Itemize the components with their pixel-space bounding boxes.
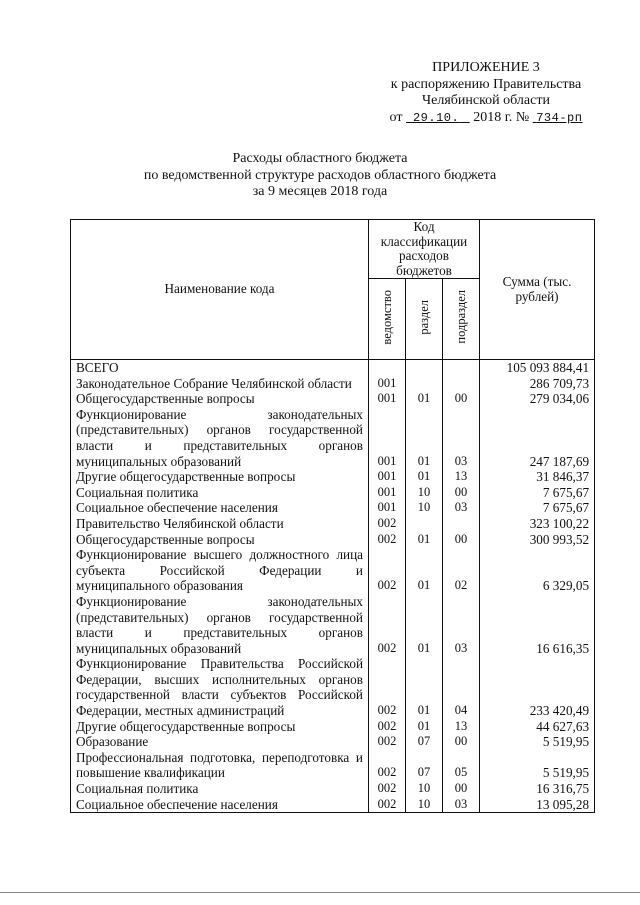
table-row bbox=[71, 656, 595, 718]
title-line-1: Расходы областного бюджета bbox=[232, 151, 408, 166]
row-podrazdel: 05 bbox=[443, 750, 480, 781]
row-vedomstvo: 002 bbox=[369, 797, 406, 813]
year-text: 2018 г. № bbox=[473, 109, 530, 125]
row-razdel: 01 bbox=[406, 469, 443, 485]
row-name: Функционирование Правительства Российской Федерации, высших исполнительных органов государственной власти субъектов Российской Федерации, местных администраций bbox=[71, 656, 369, 718]
row-razdel: 01 bbox=[406, 547, 443, 594]
row-vedomstvo: 002 bbox=[369, 719, 406, 735]
appendix-region: Челябинской области bbox=[422, 93, 550, 108]
date-value: 29.10. bbox=[412, 110, 460, 125]
header-code-group: Код классификации расходов бюджетов bbox=[369, 220, 480, 279]
row-razdel: 01 bbox=[406, 407, 443, 469]
table-row bbox=[71, 469, 595, 485]
row-name: Законодательное Собрание Челябинской области bbox=[71, 376, 369, 392]
row-sum: 6 329,05 bbox=[480, 547, 595, 594]
table-row bbox=[71, 516, 595, 532]
row-podrazdel bbox=[443, 360, 480, 376]
title-line-3: за 9 месяцев 2018 года bbox=[252, 184, 388, 199]
row-razdel: 01 bbox=[406, 719, 443, 735]
row-podrazdel: 00 bbox=[443, 532, 480, 548]
row-vedomstvo: 002 bbox=[369, 781, 406, 797]
table-row bbox=[71, 500, 595, 516]
row-name: Профессиональная подготовка, переподготовка и повышение квалификации bbox=[71, 750, 369, 781]
row-name: Общегосударственные вопросы bbox=[71, 532, 369, 548]
row-name: Социальная политика bbox=[71, 781, 369, 797]
row-sum: 7 675,67 bbox=[480, 500, 595, 516]
row-vedomstvo: 001 bbox=[369, 469, 406, 485]
row-podrazdel: 04 bbox=[443, 656, 480, 718]
row-podrazdel: 03 bbox=[443, 500, 480, 516]
table-body bbox=[71, 360, 595, 813]
table-header bbox=[71, 220, 595, 360]
row-podrazdel bbox=[443, 376, 480, 392]
table-row bbox=[71, 750, 595, 781]
row-sum: 300 993,52 bbox=[480, 532, 595, 548]
appendix-date-line bbox=[381, 110, 591, 127]
row-razdel: 01 bbox=[406, 532, 443, 548]
row-sum: 31 846,37 bbox=[480, 469, 595, 485]
row-name: Социальная политика bbox=[71, 485, 369, 501]
row-podrazdel: 03 bbox=[443, 594, 480, 656]
table-row bbox=[71, 360, 595, 376]
header-sum: Сумма (тыс. рублей) bbox=[480, 220, 595, 360]
table-row bbox=[71, 797, 595, 813]
row-name: Функционирование законодательных (представительных) органов государственной власти и представительных органов муниципальных образований bbox=[71, 594, 369, 656]
table-row bbox=[71, 547, 595, 594]
row-razdel: 07 bbox=[406, 734, 443, 750]
table-row bbox=[71, 376, 595, 392]
appendix-ref: к распоряжению Правительства bbox=[390, 76, 582, 92]
row-razdel: 10 bbox=[406, 500, 443, 516]
row-razdel: 10 bbox=[406, 797, 443, 813]
row-sum: 286 709,73 bbox=[480, 376, 595, 392]
row-podrazdel: 03 bbox=[443, 797, 480, 813]
row-sum: 5 519,95 bbox=[480, 734, 595, 750]
row-podrazdel: 02 bbox=[443, 547, 480, 594]
document-number: 734-рп bbox=[536, 110, 583, 125]
row-razdel: 10 bbox=[406, 485, 443, 501]
header-vedomstvo: ведомство bbox=[369, 279, 406, 360]
table-row bbox=[71, 594, 595, 656]
row-vedomstvo: 001 bbox=[369, 391, 406, 407]
row-vedomstvo: 002 bbox=[369, 516, 406, 532]
row-razdel: 10 bbox=[406, 781, 443, 797]
row-sum: 323 100,22 bbox=[480, 516, 595, 532]
row-razdel: 01 bbox=[406, 391, 443, 407]
title-line-2: по ведомственной структуре расходов областного бюджета bbox=[143, 167, 497, 183]
row-name: Другие общегосударственные вопросы bbox=[71, 719, 369, 735]
header-razdel: раздел bbox=[406, 279, 443, 360]
date-prefix: от bbox=[389, 109, 403, 125]
row-podrazdel: 13 bbox=[443, 469, 480, 485]
row-vedomstvo bbox=[369, 360, 406, 376]
row-razdel: 07 bbox=[406, 750, 443, 781]
table-row bbox=[71, 532, 595, 548]
row-name: Социальное обеспечение населения bbox=[71, 797, 369, 813]
row-name: Социальное обеспечение населения bbox=[71, 500, 369, 516]
page-bottom-rule bbox=[0, 892, 640, 893]
row-name: Функционирование законодательных (представительных) органов государственной власти и представительных органов муниципальных образований bbox=[71, 407, 369, 469]
appendix-title: ПРИЛОЖЕНИЕ 3 bbox=[432, 60, 540, 75]
row-vedomstvo: 002 bbox=[369, 532, 406, 548]
row-sum: 44 627,63 bbox=[480, 719, 595, 735]
row-sum: 16 316,75 bbox=[480, 781, 595, 797]
row-sum: 247 187,69 bbox=[480, 407, 595, 469]
header-podrazdel: подраздел bbox=[443, 279, 480, 360]
row-podrazdel: 00 bbox=[443, 781, 480, 797]
row-sum: 7 675,67 bbox=[480, 485, 595, 501]
row-podrazdel: 13 bbox=[443, 719, 480, 735]
row-name: Правительство Челябинской области bbox=[71, 516, 369, 532]
row-vedomstvo: 002 bbox=[369, 750, 406, 781]
row-razdel bbox=[406, 376, 443, 392]
row-vedomstvo: 001 bbox=[369, 485, 406, 501]
row-podrazdel: 03 bbox=[443, 407, 480, 469]
row-razdel: 01 bbox=[406, 594, 443, 656]
table-row bbox=[71, 734, 595, 750]
row-vedomstvo: 002 bbox=[369, 734, 406, 750]
row-podrazdel: 00 bbox=[443, 391, 480, 407]
table-row bbox=[71, 485, 595, 501]
table-row bbox=[71, 391, 595, 407]
appendix-block bbox=[381, 60, 591, 126]
row-sum: 105 093 884,41 bbox=[480, 360, 595, 376]
row-podrazdel bbox=[443, 516, 480, 532]
table-row bbox=[71, 407, 595, 469]
row-name: Функционирование высшего должностного лица субъекта Российской Федерации и муниципального образования bbox=[71, 547, 369, 594]
row-podrazdel: 00 bbox=[443, 734, 480, 750]
row-vedomstvo: 002 bbox=[369, 547, 406, 594]
row-sum: 13 095,28 bbox=[480, 797, 595, 813]
row-vedomstvo: 002 bbox=[369, 656, 406, 718]
table-row bbox=[71, 781, 595, 797]
row-razdel bbox=[406, 516, 443, 532]
row-name: Общегосударственные вопросы bbox=[71, 391, 369, 407]
row-name: ВСЕГО bbox=[71, 360, 369, 376]
row-vedomstvo: 001 bbox=[369, 376, 406, 392]
row-podrazdel: 00 bbox=[443, 485, 480, 501]
row-vedomstvo: 002 bbox=[369, 594, 406, 656]
row-razdel bbox=[406, 360, 443, 376]
table-row bbox=[71, 719, 595, 735]
header-name: Наименование кода bbox=[71, 220, 369, 360]
row-sum: 16 616,35 bbox=[480, 594, 595, 656]
document-title bbox=[0, 151, 640, 201]
row-sum: 279 034,06 bbox=[480, 391, 595, 407]
row-sum: 233 420,49 bbox=[480, 656, 595, 718]
row-name: Образование bbox=[71, 734, 369, 750]
row-razdel: 01 bbox=[406, 656, 443, 718]
row-vedomstvo: 001 bbox=[369, 500, 406, 516]
row-sum: 5 519,95 bbox=[480, 750, 595, 781]
row-name: Другие общегосударственные вопросы bbox=[71, 469, 369, 485]
row-vedomstvo: 001 bbox=[369, 407, 406, 469]
budget-table bbox=[70, 219, 595, 813]
